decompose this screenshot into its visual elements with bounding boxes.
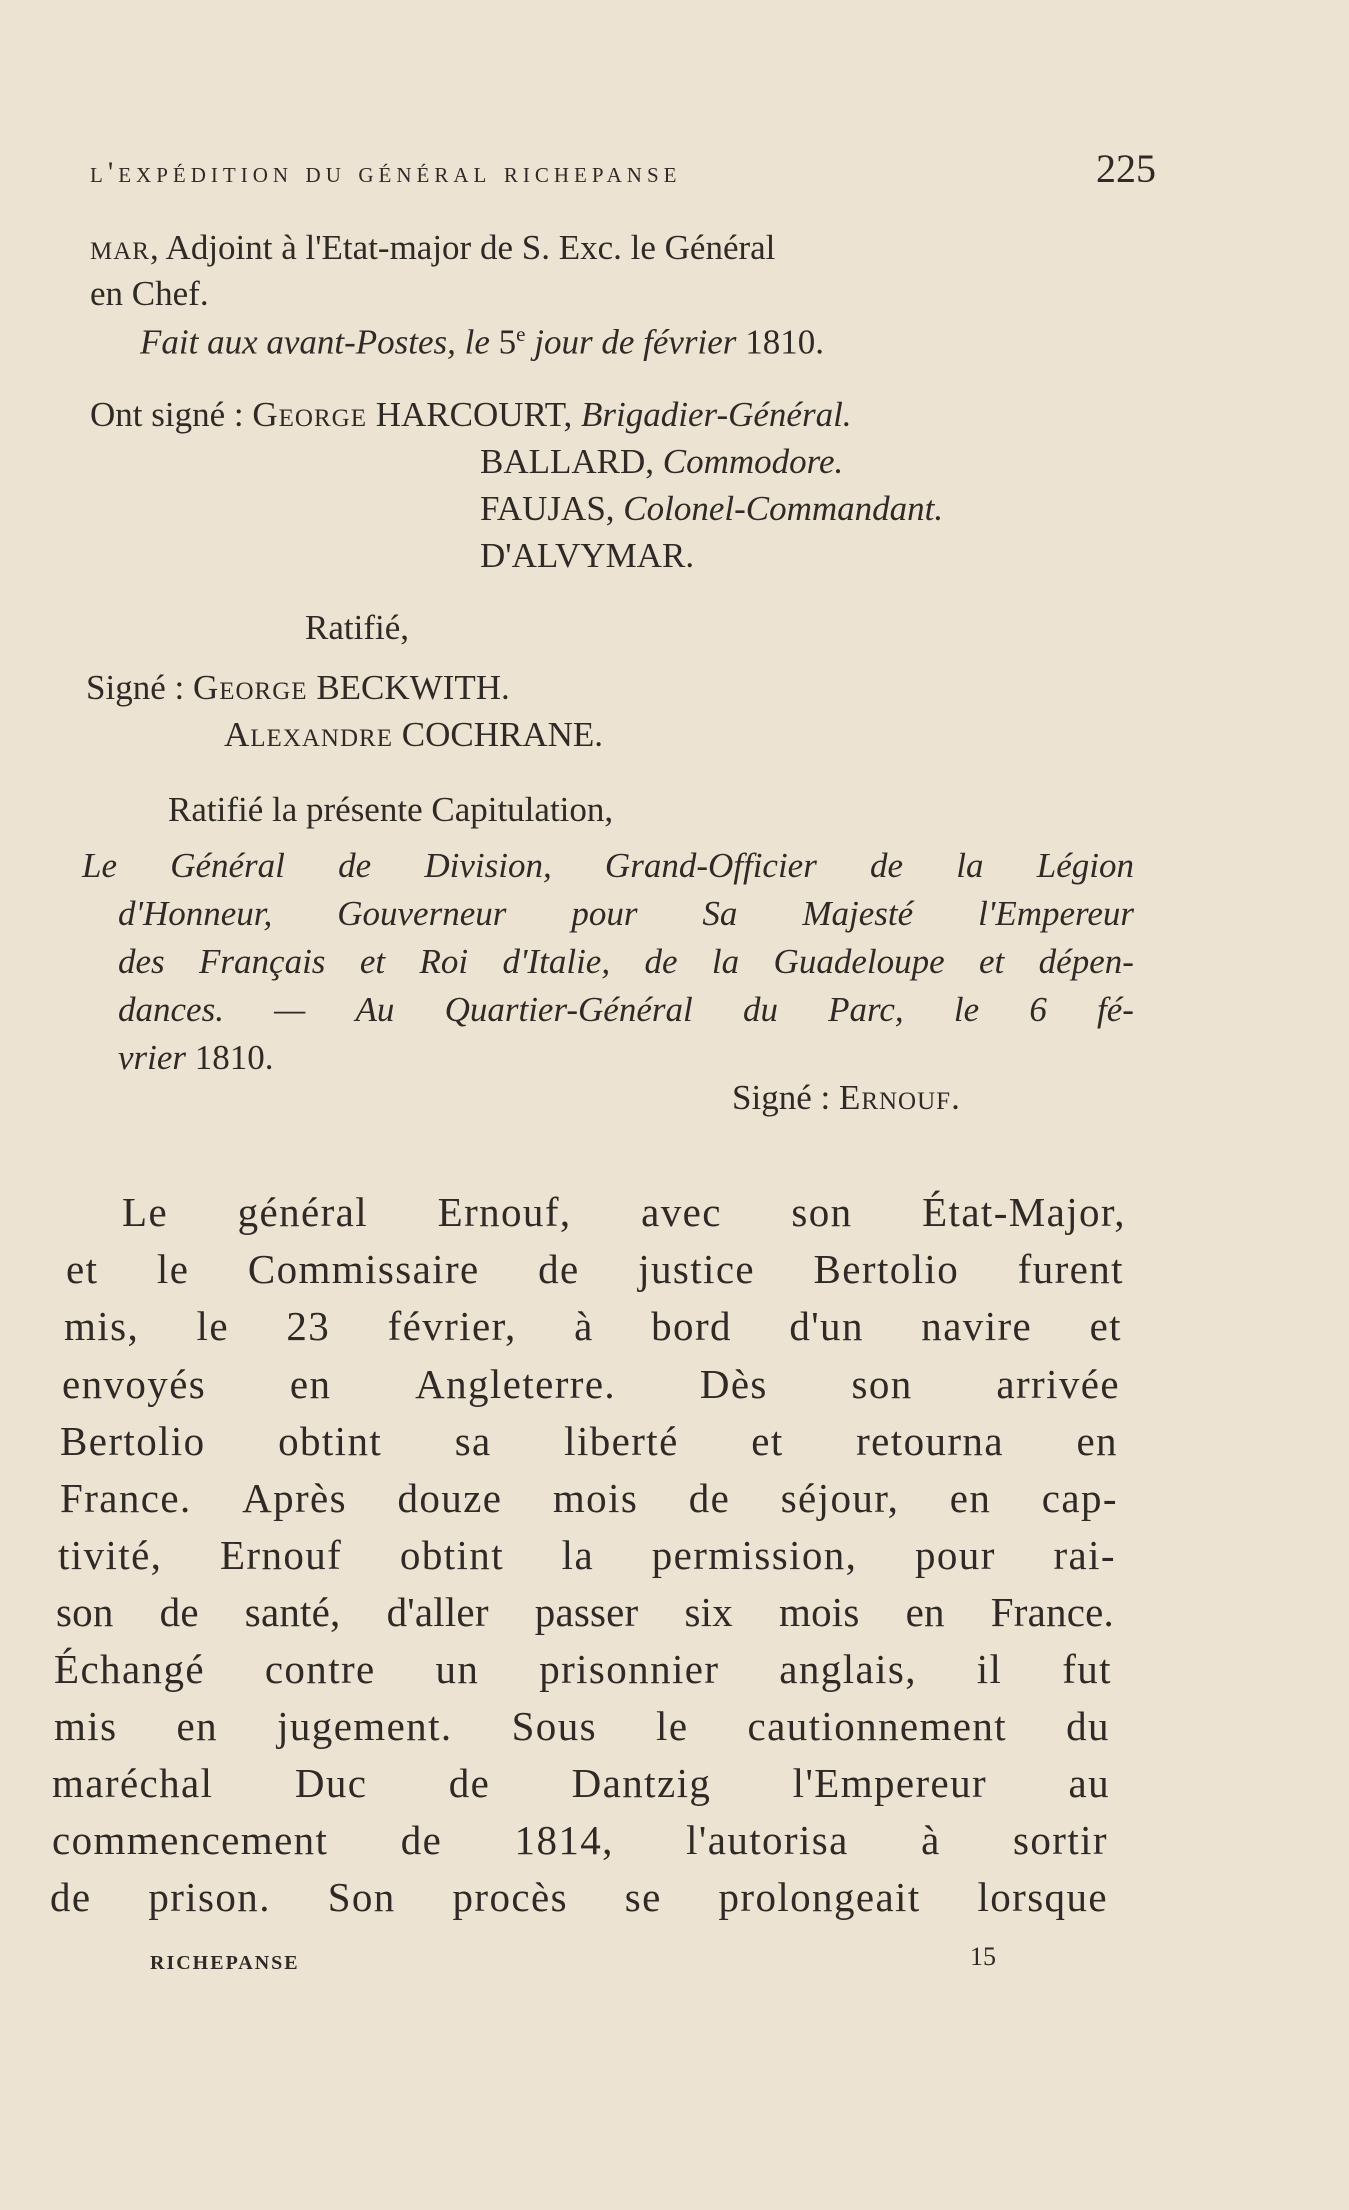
signature-ernouf: Signé : Ernouf. [732, 1078, 961, 1117]
body-line-6: France. Après douze mois de séjour, en cap- [60, 1475, 1118, 1521]
body-line-12: commencement de 1814, l'autorisa à sortir [52, 1817, 1108, 1863]
body-line-1: Le général Ernouf, avec son État-Major, [122, 1189, 1126, 1235]
body-line-11: maréchal Duc de Dantzig l'Empereur au [52, 1760, 1110, 1806]
body-line-4: envoyés en Angleterre. Dès son arrivée [62, 1361, 1120, 1407]
running-title: l'expédition du général richepanse [90, 156, 682, 189]
signatory-ballard: BALLARD, Commodore. [480, 442, 844, 481]
ratification-line-2: d'Honneur, Gouverneur pour Sa Majesté l'Empereur [118, 894, 1134, 933]
body-line-7: tivité, Ernouf obtint la permission, pour rai- [58, 1532, 1116, 1578]
body-line-10: mis en jugement. Sous le cautionnement du [54, 1703, 1110, 1749]
page-number: 225 [1096, 146, 1156, 191]
ratification-line-1: Le Général de Division, Grand-Officier de la Légion [82, 846, 1134, 885]
capitulation-date-line: Fait aux avant-Postes, le 5e jour de février 1810. [140, 322, 824, 362]
body-line-3: mis, le 23 février, à bord d'un navire et [64, 1303, 1122, 1349]
adjoint-name-fragment: mar [90, 228, 150, 267]
signatory-harcourt: Ont signé : George HARCOURT, Brigadier-Général. [90, 395, 852, 434]
body-line-5: Bertolio obtint sa liberté et retourna en [60, 1418, 1118, 1464]
body-line-9: Échangé contre un prisonnier anglais, il fut [54, 1646, 1112, 1692]
capitulation-line-1 [90, 228, 1156, 268]
signature-number: 15 [970, 1942, 996, 1971]
signatory-dalvymar: D'ALVYMAR. [480, 536, 695, 575]
ratification-intro: Ratifié la présente Capitulation, [168, 790, 614, 829]
ratification-line-5: vrier 1810. [118, 1038, 274, 1077]
ratification-line-3: des Français et Roi d'Italie, de la Guadeloupe et dépen- [118, 942, 1134, 981]
body-line-13: de prison. Son procès se prolongeait lorsque [50, 1874, 1108, 1920]
ratifie-label: Ratifié, [305, 608, 409, 647]
signature-beckwith: Signé : George BECKWITH. [86, 668, 510, 707]
running-head [90, 145, 1156, 192]
body-line-8: son de santé, d'aller passer six mois en France. [56, 1589, 1114, 1635]
adjoint-text: , Adjoint à l'Etat-major de S. Exc. le Général [149, 228, 776, 267]
capitulation-line-2: en Chef. [90, 274, 209, 313]
signature-cochrane: Alexandre COCHRANE. [224, 715, 604, 754]
signatory-faujas: FAUJAS, Colonel-Commandant. [480, 489, 944, 528]
ratification-line-4: dances. — Au Quartier-Général du Parc, le 6 fé- [118, 990, 1134, 1029]
body-line-2: et le Commissaire de justice Bertolio furent [66, 1246, 1124, 1292]
printer-signature: RICHEPANSE [150, 1952, 300, 1974]
